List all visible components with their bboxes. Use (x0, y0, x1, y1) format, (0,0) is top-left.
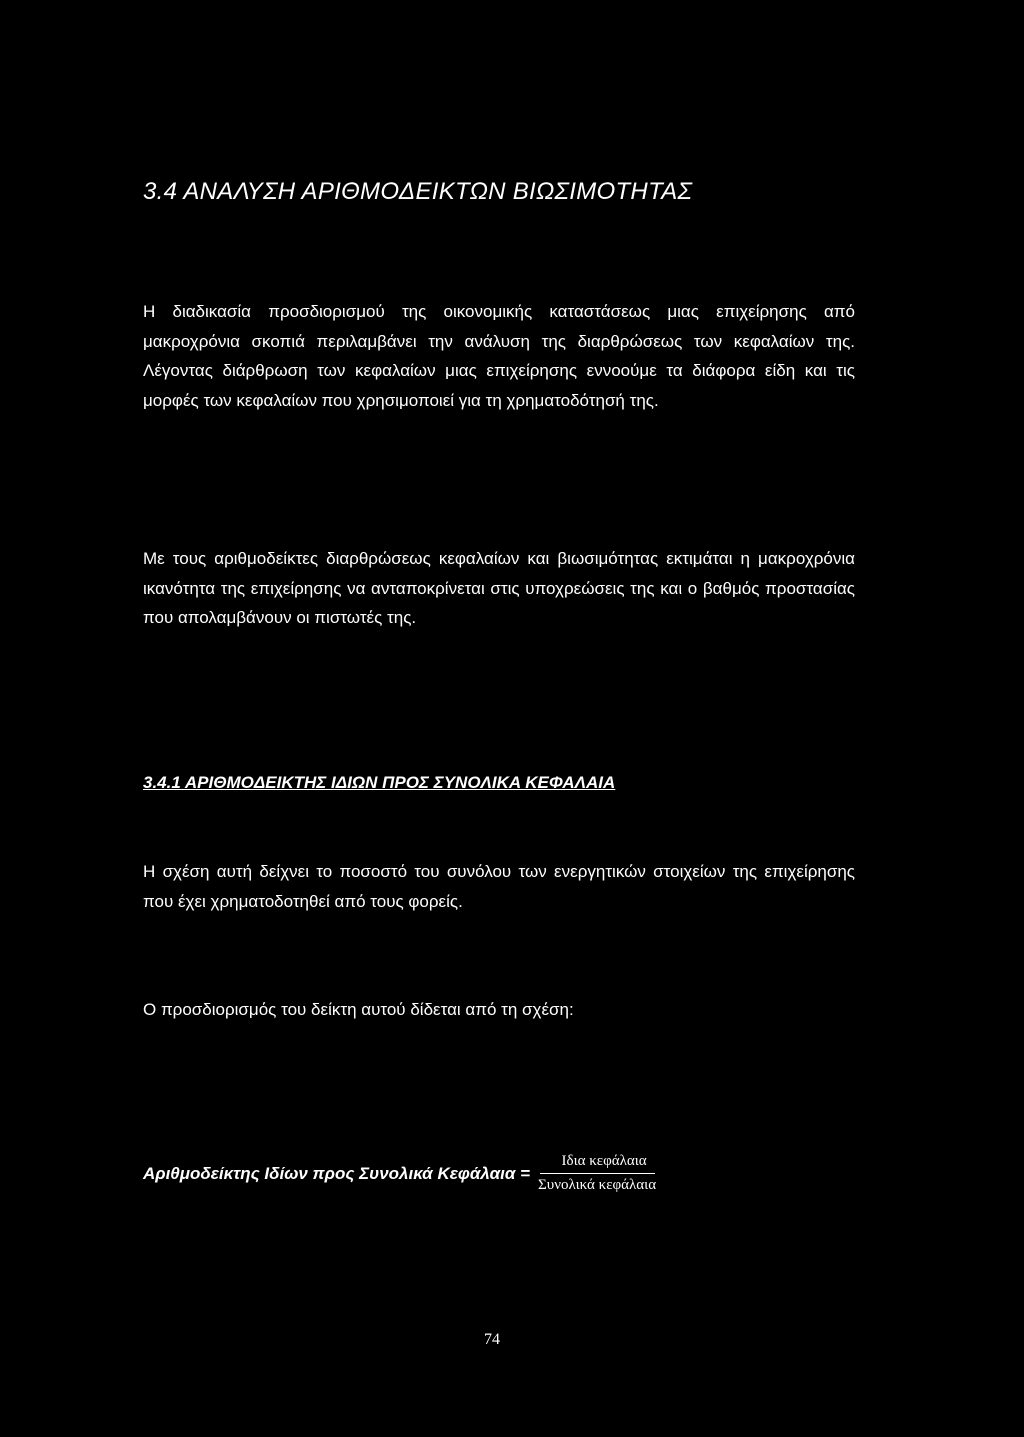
relation-paragraph: Η σχέση αυτή δείχνει το ποσοστό του συνόλου των ενεργητικών στοιχείων της επιχείρησης που έχει χρηματοδοτηθεί από τους φορείς. (143, 862, 855, 911)
ratio-formula (143, 1153, 658, 1194)
formula-denominator: Συνολικά κεφάλαια (538, 1177, 657, 1193)
formula-numerator: Ιδια κεφάλαια (540, 1153, 655, 1174)
page-number: 74 (484, 1331, 500, 1348)
page-title: 3.4 ΑΝΑΛΥΣΗ ΑΡΙΘΜΟΔΕΙΚΤΩΝ ΒΙΩΣΙΜΟΤΗΤΑΣ (143, 178, 693, 205)
intro-paragraph: Η διαδικασία προσδιορισμού της οικονομικής καταστάσεως μιας επιχείρησης από μακροχρόνια σκοπιά περιλαμβάνει την ανάλυση της διαρθρώσεως των κεφαλαίων της. Λέγοντας διάρθρωση των κεφαλαίων μιας επιχείρησης εννοούμε τα διάφορα είδη και τις μορφές των κεφαλαίων που χρησιμοποιεί για τη χρηματοδότησή της. (143, 302, 855, 410)
formula-fraction (536, 1153, 658, 1194)
ratios-paragraph: Με τους αριθμοδείκτες διαρθρώσεως κεφαλαίων και βιωσιμότητας εκτιμάται η μακροχρόνια ικανότητα της επιχείρησης να ανταποκρίνεται στις υποχρεώσεις της και ο βαθμός προστασίας που απολαμβάνουν οι πιστωτές της. (143, 549, 855, 627)
formula-label: Αριθμοδείκτης Ιδίων προς Συνολικά Κεφάλαια = (143, 1163, 531, 1183)
section-heading: 3.4.1 ΑΡΙΘΜΟΔΕΙΚΤΗΣ ΙΔΙΩΝ ΠΡΟΣ ΣΥΝΟΛΙΚΑ ΚΕΦΑΛΑΙΑ (143, 773, 616, 792)
definition-paragraph: Ο προσδιορισμός του δείκτη αυτού δίδεται από τη σχέση: (143, 1000, 574, 1019)
